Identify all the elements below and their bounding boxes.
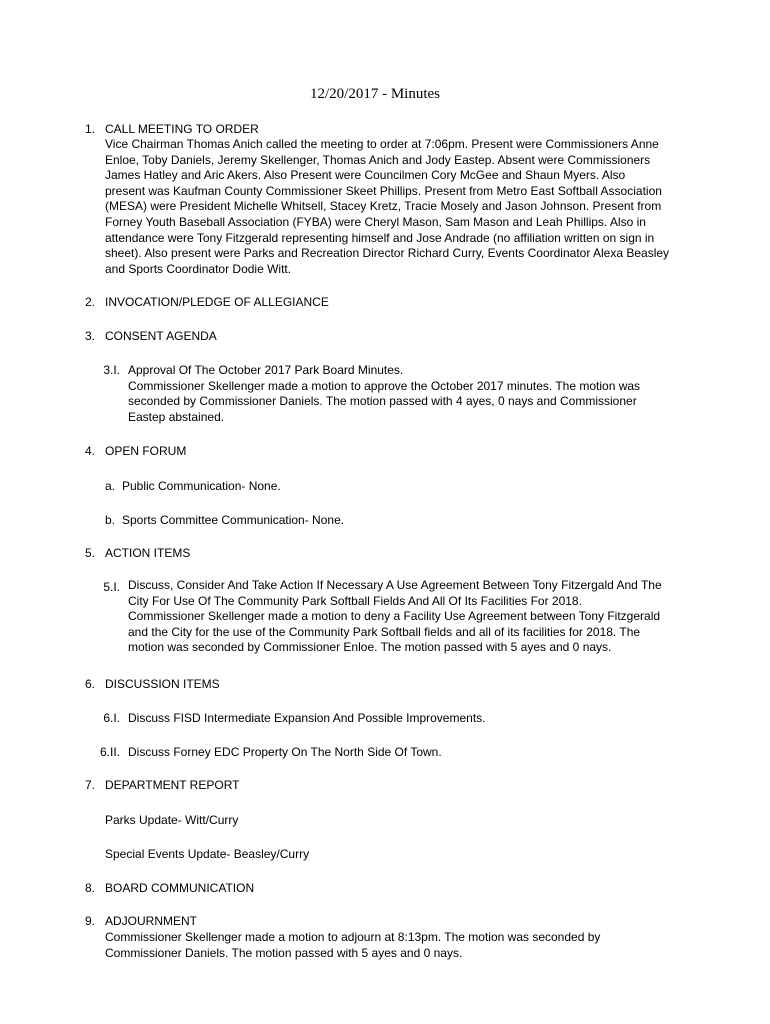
subitem-number: 6.I. — [103, 711, 120, 725]
discussion-item-fisd: Discuss FISD Intermediate Expansion And Possible Improvements. — [128, 711, 486, 725]
item-heading-discussion-items: DISCUSSION ITEMS — [105, 677, 220, 691]
body-line: seconded by Commissioner Daniels. The motion passed with 4 ayes, 0 nays and Commissioner — [128, 394, 637, 409]
body-line: Eastep abstained. — [128, 409, 225, 424]
call-to-order-body — [105, 137, 669, 277]
discussion-item-edc: Discuss Forney EDC Property On The North Side Of Town. — [128, 745, 442, 759]
item-number: 7. — [84, 778, 95, 792]
item-number: 4. — [84, 444, 95, 458]
body-line: motion was seconded by Commissioner Enloe. The motion passed with 5 ayes and 0 nays. — [128, 640, 612, 655]
body-line: present was Kaufman County Commissioner Skeet Phillips. Present from Metro East Softball Association — [105, 183, 662, 198]
item-number: 6. — [84, 677, 95, 691]
item-number: 5. — [84, 546, 95, 560]
body-line: attendance were Tony Fitzgerald representing himself and Jose Andrade (no affiliation written on sign in — [105, 230, 655, 245]
item-heading-invocation: INVOCATION/PLEDGE OF ALLEGIANCE — [105, 295, 329, 309]
body-line: City For Use Of The Community Park Softball Fields And All Of Its Facilities For 2018. — [128, 593, 582, 608]
item-number: 1. — [84, 122, 95, 136]
body-line: Forney Youth Baseball Association (FYBA) were Cheryl Mason, Sam Mason and Leah Phillips. Also in — [105, 214, 646, 229]
body-line: and Sports Coordinator Dodie Witt. — [105, 261, 292, 276]
subitem-number: 5.I. — [103, 580, 120, 594]
body-line: and the City for the use of the Community Park Softball fields and all of its facilities for 2018. The — [128, 624, 641, 639]
body-line: James Hatley and Aric Akers. Also Present were Councilmen Cory McGee and Shaun Myers. Also — [105, 168, 626, 183]
item-number: 2. — [84, 295, 95, 309]
body-line: Commissioner Skellenger made a motion to adjourn at 8:13pm. The motion was seconded by — [105, 930, 601, 944]
body-line: Commissioner Skellenger made a motion to deny a Facility Use Agreement between Tony Fitzgerald — [128, 609, 661, 624]
consent-agenda-item-body — [128, 363, 640, 425]
item-heading-department-report: DEPARTMENT REPORT — [105, 778, 240, 792]
body-line: (MESA) were President Michelle Whitsell, Stacey Kretz, Tracie Mosely and Jason Johnson. Present from — [105, 199, 662, 214]
subitem-number: b. — [105, 513, 116, 527]
item-number: 8. — [84, 881, 95, 895]
page-title: 12/20/2017 - Minutes — [310, 86, 440, 102]
item-heading-open-forum: OPEN FORUM — [105, 444, 187, 458]
special-events-update: Special Events Update- Beasley/Curry — [105, 847, 310, 861]
body-line: Enloe, Toby Daniels, Jeremy Skellenger, Thomas Anich and Jody Eastep. Absent were Commissioners — [105, 152, 651, 167]
item-number: 3. — [84, 329, 95, 343]
parks-update: Parks Update- Witt/Curry — [105, 813, 239, 827]
body-line: Commissioner Skellenger made a motion to approve the October 2017 minutes. The motion was — [128, 378, 641, 393]
subitem-number: 3.I. — [103, 363, 120, 377]
body-line: Discuss, Consider And Take Action If Necessary A Use Agreement Between Tony Fitzergald And The — [128, 578, 662, 592]
subitem-number: a. — [105, 479, 116, 493]
action-item-body — [128, 578, 662, 656]
subitem-number: 6.II. — [99, 745, 120, 759]
item-heading-action-items: ACTION ITEMS — [105, 546, 191, 560]
adjournment-body — [105, 930, 600, 961]
item-number: 9. — [84, 914, 95, 928]
item-heading-consent-agenda: CONSENT AGENDA — [105, 329, 217, 343]
body-line: sheet). Also present were Parks and Recreation Director Richard Curry, Events Coordinator Alexa Beasley — [105, 246, 670, 261]
public-communication: Public Communication- None. — [122, 479, 281, 493]
item-heading-board-communication: BOARD COMMUNICATION — [105, 881, 255, 895]
body-line: Approval Of The October 2017 Park Board Minutes. — [128, 363, 404, 377]
item-heading-adjournment: ADJOURNMENT — [105, 914, 197, 928]
body-line: Commissioner Daniels. The motion passed with 5 ayes and 0 nays. — [105, 945, 463, 960]
item-heading-call-to-order: CALL MEETING TO ORDER — [105, 122, 259, 136]
body-line: Vice Chairman Thomas Anich called the meeting to order at 7:06pm. Present were Commissioners Anne — [105, 137, 659, 151]
sports-committee-communication: Sports Committee Communication- None. — [122, 513, 345, 527]
